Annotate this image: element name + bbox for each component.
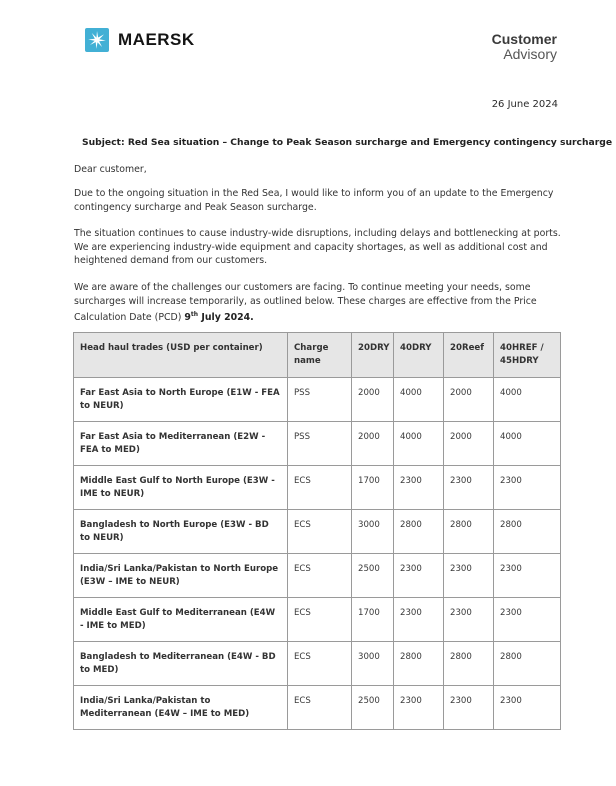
40dry-cell: 2800	[394, 510, 444, 554]
trade-cell: India/Sri Lanka/Pakistan to North Europe (E3W – IME to NEUR)	[74, 554, 288, 598]
effective-date	[184, 312, 253, 323]
20reef-cell: 2800	[444, 510, 494, 554]
paragraph-situation: The situation continues to cause industry-wide disruptions, including delays and bottlenecking at ports. We are experiencing industry-wide equipment and capacity shortages, as well as additional cost and heightened demand from our customers.	[74, 228, 561, 266]
header-trade: Head haul trades (USD per container)	[74, 333, 288, 378]
charge-cell: PSS	[288, 422, 352, 466]
effective-day: 9	[184, 312, 191, 324]
table-row	[74, 466, 561, 510]
20dry-cell: 1700	[352, 466, 394, 510]
20reef-cell: 2000	[444, 422, 494, 466]
40href-cell: 4000	[494, 422, 561, 466]
trade-cell: Middle East Gulf to North Europe (E3W - IME to NEUR)	[74, 466, 288, 510]
charge-cell: ECS	[288, 642, 352, 686]
letter-subject: Subject: Red Sea situation – Change to Peak Season surcharge and Emergency contingency surcharge	[82, 137, 613, 148]
effective-month-year: July 2024.	[198, 312, 254, 324]
document-type-label	[492, 32, 557, 62]
20reef-cell: 2300	[444, 598, 494, 642]
maersk-logo	[85, 28, 195, 52]
charge-cell: ECS	[288, 466, 352, 510]
trade-cell: India/Sri Lanka/Pakistan to Mediterranean (E4W – IME to MED)	[74, 686, 288, 730]
header-40href: 40HREF / 45HDRY	[494, 333, 561, 378]
20reef-cell: 2800	[444, 642, 494, 686]
trade-cell: Far East Asia to North Europe (E1W - FEA to NEUR)	[74, 378, 288, 422]
header-40dry: 40DRY	[394, 333, 444, 378]
40dry-cell: 2300	[394, 554, 444, 598]
40dry-cell: 2300	[394, 686, 444, 730]
maersk-star-icon	[85, 28, 109, 52]
20reef-cell: 2300	[444, 466, 494, 510]
40href-cell: 2800	[494, 510, 561, 554]
effective-day-suffix: th	[190, 311, 199, 318]
20dry-cell: 2500	[352, 554, 394, 598]
table-row	[74, 642, 561, 686]
table-row	[74, 422, 561, 466]
header-20reef: 20Reef	[444, 333, 494, 378]
charge-cell: ECS	[288, 554, 352, 598]
table-row	[74, 510, 561, 554]
20dry-cell: 2000	[352, 422, 394, 466]
paragraph-effective-date	[74, 281, 574, 325]
40href-cell: 4000	[494, 378, 561, 422]
table-row	[74, 554, 561, 598]
charge-cell: ECS	[288, 510, 352, 554]
20dry-cell: 3000	[352, 510, 394, 554]
20reef-cell: 2300	[444, 686, 494, 730]
20dry-cell: 2500	[352, 686, 394, 730]
doc-type-line2: Advisory	[503, 46, 557, 62]
trade-cell: Bangladesh to North Europe (E3W - BD to NEUR)	[74, 510, 288, 554]
table-row	[74, 378, 561, 422]
20dry-cell: 3000	[352, 642, 394, 686]
header-charge-name: Charge name	[288, 333, 352, 378]
20reef-cell: 2300	[444, 554, 494, 598]
header-20dry: 20DRY	[352, 333, 394, 378]
40href-cell: 2300	[494, 686, 561, 730]
brand-name: MAERSK	[118, 30, 195, 49]
40dry-cell: 4000	[394, 422, 444, 466]
salutation: Dear customer,	[74, 164, 147, 175]
table-row	[74, 598, 561, 642]
document-date: 26 June 2024	[491, 99, 558, 110]
paragraph-intro: Due to the ongoing situation in the Red Sea, I would like to inform you of an update to the Emergency contingency surcharge and Peak Season surcharge.	[74, 188, 554, 213]
doc-type-line1: Customer	[491, 31, 557, 47]
40dry-cell: 2300	[394, 598, 444, 642]
40href-cell: 2800	[494, 642, 561, 686]
40dry-cell: 2800	[394, 642, 444, 686]
40href-cell: 2300	[494, 598, 561, 642]
40href-cell: 2300	[494, 554, 561, 598]
charge-cell: PSS	[288, 378, 352, 422]
20dry-cell: 1700	[352, 598, 394, 642]
table-row	[74, 686, 561, 730]
surcharge-table	[73, 332, 561, 730]
paragraph-effective-lead: We are aware of the challenges our customers are facing. To continue meeting your needs, some surcharges will increase temporarily, as outlined below. These charges are effective from the Price Calculation Date (PCD)	[74, 282, 537, 324]
40dry-cell: 2300	[394, 466, 444, 510]
20dry-cell: 2000	[352, 378, 394, 422]
charge-cell: ECS	[288, 598, 352, 642]
40href-cell: 2300	[494, 466, 561, 510]
table-header-row	[74, 333, 561, 378]
20reef-cell: 2000	[444, 378, 494, 422]
40dry-cell: 4000	[394, 378, 444, 422]
trade-cell: Bangladesh to Mediterranean (E4W - BD to MED)	[74, 642, 288, 686]
trade-cell: Middle East Gulf to Mediterranean (E4W - IME to MED)	[74, 598, 288, 642]
trade-cell: Far East Asia to Mediterranean (E2W - FEA to MED)	[74, 422, 288, 466]
charge-cell: ECS	[288, 686, 352, 730]
